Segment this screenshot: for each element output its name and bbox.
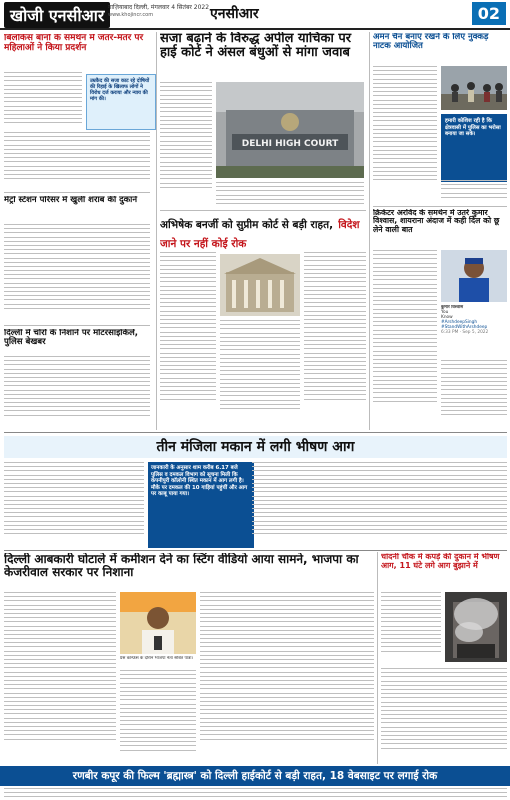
- right-story2-body-1: [373, 250, 437, 428]
- divider: [160, 210, 366, 211]
- fire-photo: [445, 592, 507, 662]
- bottom-main-headline-box: [4, 553, 374, 589]
- left-story1-callout: उम्रकैद की सजा काट रहे दोषियों की रिहाई के खिलाफ लोगों ने विरोध दर्ज कराया और न्याय की मांग की।: [86, 74, 156, 130]
- website: www.khojincr.com: [108, 12, 154, 18]
- high-court-photo-art: [216, 82, 364, 178]
- right-story2-body-2: [441, 360, 507, 428]
- right-story1-headline: अमन चैन बनाए रखने के लिए नुक्कड़ नाटक आयोजित: [373, 33, 489, 52]
- supreme-court-photo-art: [220, 254, 300, 316]
- paper-name: खोजी एनसीआर: [4, 2, 110, 28]
- bottom-banner: [0, 766, 510, 786]
- right-story2-headline-box: [373, 209, 507, 247]
- left-story3-headline: दिल्ली में चोरों के निशाने पर मोटरसाइकिलें, पुलिस बेखबर: [4, 329, 138, 348]
- center-story2-body-3: [220, 320, 300, 428]
- center-main-headline: सजा बढ़ाने के विरुद्ध अपील याचिका पर हाई कोर्ट ने अंसल बंधुओं से मांगा जवाब: [160, 32, 352, 61]
- press-photo-caption: प्रेस कॉन्फ्रेंस के दौरान भाजपा नेता संबित पात्रा।: [120, 656, 194, 661]
- court-sign-text: DELHI HIGH COURT: [241, 139, 339, 149]
- bottom-banner-body: [4, 788, 507, 798]
- center-story2-headline-red: विदेश जाने पर नहीं कोई रोक: [160, 219, 360, 249]
- fire-photo-art: [445, 592, 507, 662]
- center-story2-headline-black: अभिषेक बनर्जी को सुप्रीम कोर्ट से बड़ी राहत,: [160, 219, 334, 231]
- right-story2-headline: क्रिकेटर अरविंद के समर्थन में उतरे कुमार विश्वास, शायराना अंदाज में कही दिल को छू लेने वाली बात: [373, 209, 500, 234]
- column-rule: [377, 552, 378, 764]
- bottom-body-3: [200, 592, 374, 764]
- left-story2-headline-box: [4, 196, 154, 220]
- tweet-line: You: [441, 310, 449, 315]
- street-play-photo-art: [441, 66, 507, 110]
- bottom-banner-headline: रणबीर कपूर की फिल्म 'ब्रह्मास्त्र' को दिल्ली हाईकोर्ट से बड़ी राहत, 18 वेबसाइट पर लगाई रोक: [72, 770, 438, 782]
- column-rule: [369, 32, 370, 430]
- left-story2-body: [4, 224, 150, 324]
- masthead: [0, 0, 510, 30]
- left-story1-headline-box: [4, 34, 154, 70]
- tweet-hashtag: #ArshdeepSingh: [441, 320, 478, 325]
- bottom-body-2: [120, 670, 196, 764]
- fire-body-1: [4, 462, 144, 546]
- left-story3-headline-box: [4, 329, 154, 353]
- fire-body-2: [252, 462, 507, 546]
- side-story-headline: चांदनी चौक में कपड़े की दुकान में भीषण आग, 11 घंटे लगे आग बुझाने में: [381, 553, 500, 570]
- divider: [4, 432, 507, 433]
- tweet-embed: [441, 305, 507, 357]
- divider: [373, 206, 507, 207]
- page-number: 02: [472, 2, 506, 25]
- street-play-photo: [441, 66, 507, 110]
- tweet-author: कुमार विश्वास: [441, 305, 463, 310]
- center-story2-body-2: [304, 252, 366, 428]
- cricketer-photo-art: [441, 250, 507, 302]
- bottom-body-1: [4, 592, 116, 764]
- column-rule: [156, 32, 157, 430]
- fire-headline-box: [4, 436, 507, 458]
- left-story3-body: [4, 356, 150, 428]
- fire-callout: जानकारी के अनुसार शाम करीब 6.17 बजे पुलिस व दमकल विभाग को सूचना मिली कि कंपनीपुरी कॉलोनी स्थित मकान में आग लगी है। मौके पर दमकल की 10 गाड़ियां पहुंचीं और आग पर काबू पाया गया।: [148, 462, 254, 548]
- side-story-body-1: [381, 592, 441, 664]
- center-main-body-1: [160, 82, 212, 206]
- right-story1-body-1: [373, 66, 437, 202]
- press-conference-photo-art: [120, 592, 196, 654]
- divider: [4, 550, 507, 551]
- fire-headline: तीन मंजिला मकान में लगी भीषण आग: [156, 439, 355, 455]
- right-story1-headline-box: [373, 33, 507, 63]
- left-story1-body-2: [4, 132, 150, 188]
- cricketer-photo: [441, 250, 507, 302]
- press-conference-photo: [120, 592, 196, 654]
- side-story-body-2: [381, 668, 507, 764]
- center-story2-headline-box: [160, 213, 366, 249]
- side-story-headline-box: [381, 553, 507, 589]
- right-story1-callout: हमारी कोशिश रही है कि क्षेत्रवासी में पुलिस का भरोसा बनाया जा सके।: [441, 114, 507, 182]
- right-story1-body-2: [441, 180, 507, 204]
- press-photo-caption-box: [120, 656, 196, 668]
- section-title: एनसीआर: [210, 6, 259, 22]
- tweet-line: Know: [441, 315, 453, 320]
- high-court-photo: [216, 82, 364, 178]
- divider: [4, 325, 150, 326]
- left-story1-body: [4, 72, 82, 130]
- bottom-main-headline: दिल्ली आबकारी घोटाले में कमीशन देने का स्टिंग वीडियो आया सामने, भाजपा का केजरीवाल सरकार पर निशाना: [4, 553, 359, 579]
- center-main-headline-box: [160, 32, 366, 78]
- center-story2-body-1: [160, 252, 216, 428]
- left-story2-headline: मेट्रो स्टेशन परिसर में खुली शराब की दुकानें: [4, 196, 138, 205]
- tweet-date: 6:33 PM · Sep 5, 2022: [441, 330, 489, 335]
- dateline: गाज़ियाबाद दिल्ली, मंगलवार 4 सितंबर 2022: [108, 4, 210, 11]
- tweet-hashtag: #StandWithArshdeep: [441, 325, 488, 330]
- left-story1-headline: बिलकिस बानो के समर्थन में जंतर-मंतर पर महिलाओं ने किया प्रदर्शन: [4, 34, 144, 53]
- divider: [4, 192, 150, 193]
- center-main-body-2: [216, 182, 364, 208]
- supreme-court-photo: [220, 254, 300, 316]
